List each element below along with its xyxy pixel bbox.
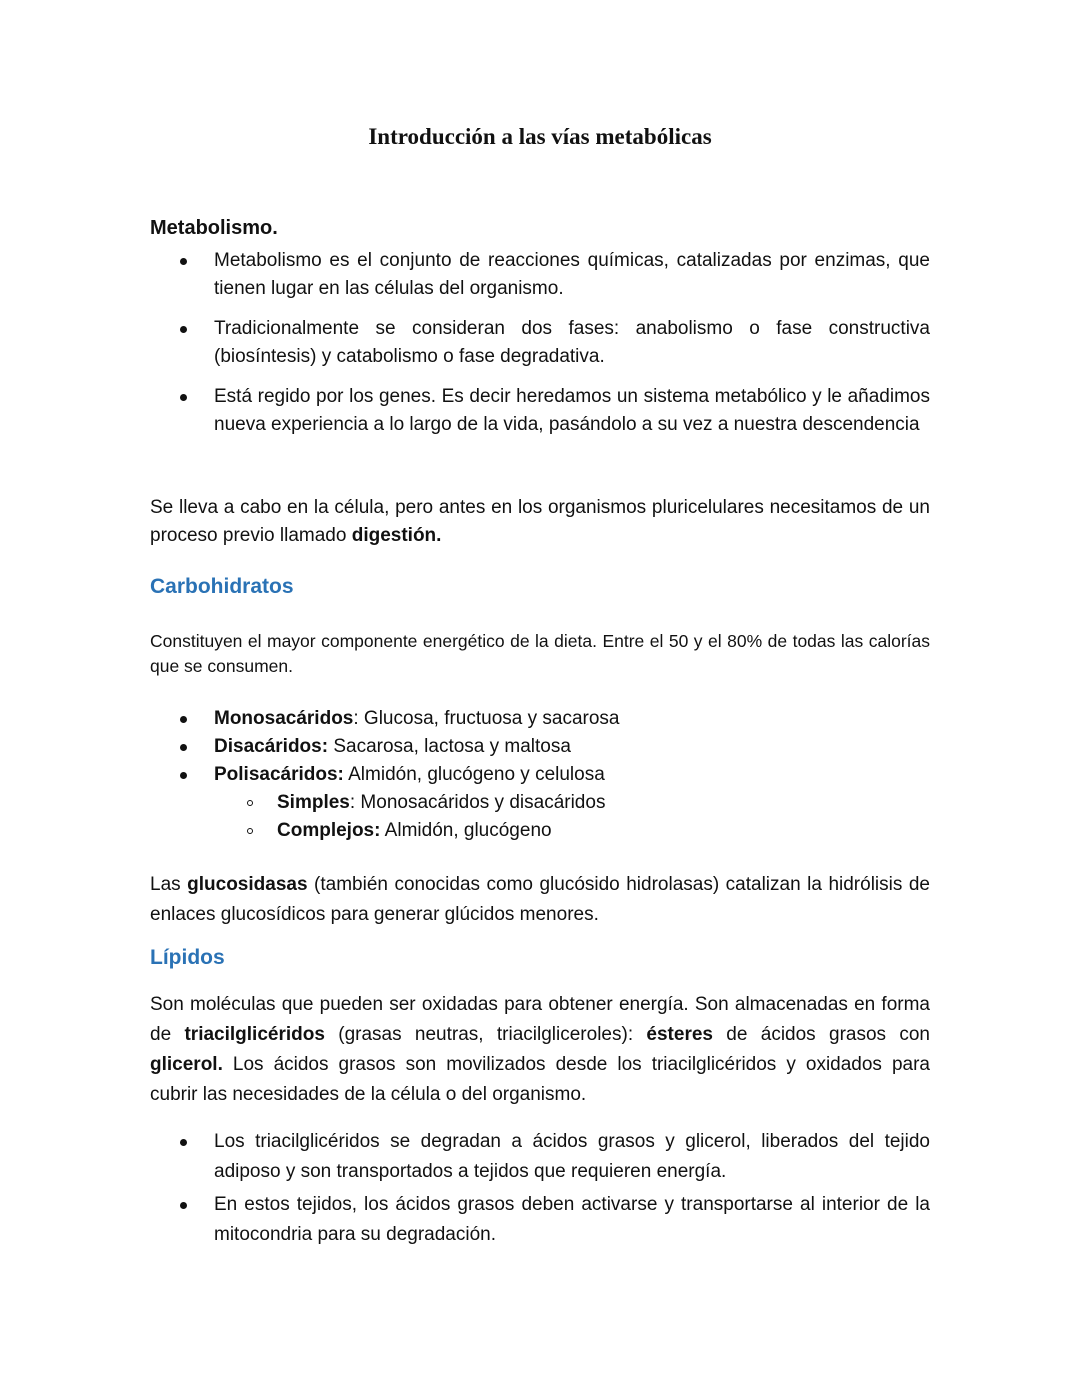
- list-item: Los triacilglicéridos se degradan a ácidos grasos y glicerol, liberados del tejido adiposo y son transportados a tejidos que requieren energía.: [150, 1127, 930, 1187]
- section-heading-metabolismo: Metabolismo.: [150, 217, 278, 239]
- bullet-icon: [180, 394, 187, 401]
- section-heading-lipidos: Lípidos: [150, 946, 225, 969]
- list-item: En estos tejidos, los ácidos grasos deben activarse y transportarse al interior de la mitocondria para su degradación.: [150, 1190, 930, 1250]
- carbohidratos-closing: Las glucosidasas (también conocidas como glucósido hidrolasas) catalizan la hidrólisis de enlaces glucosídicos para generar glúcidos menores.: [150, 874, 930, 925]
- circle-bullet-icon: [247, 828, 253, 834]
- metabolismo-paragraph: Se lleva a cabo en la célula, pero antes en los organismos pluricelulares necesitamos de un proceso previo llamado digestión.: [150, 497, 930, 546]
- carbohidratos-list: [150, 705, 930, 789]
- list-item: Está regido por los genes. Es decir heredamos un sistema metabólico y le añadimos nueva experiencia a lo largo de la vida, pasándolo a su vez a nuestra descendencia: [150, 383, 930, 439]
- lipidos-bullet-list: [150, 1127, 930, 1250]
- list-item: Monosacáridos: Glucosa, fructuosa y sacarosa: [150, 705, 930, 733]
- bullet-icon: [180, 744, 187, 751]
- list-item: Metabolismo es el conjunto de reacciones químicas, catalizadas por enzimas, que tienen lugar en las células del organismo.: [150, 247, 930, 303]
- list-item: Disacáridos: Sacarosa, lactosa y maltosa: [150, 733, 930, 761]
- list-item: Complejos: Almidón, glucógeno: [150, 817, 930, 845]
- bullet-icon: [180, 326, 187, 333]
- carbohidratos-intro: Constituyen el mayor componente energético de la dieta. Entre el 50 y el 80% de todas las calorías que se consumen.: [150, 631, 930, 676]
- bullet-icon: [180, 716, 187, 723]
- bullet-icon: [180, 772, 187, 779]
- carbohidratos-sublist: [150, 789, 930, 845]
- bullet-icon: [180, 258, 187, 265]
- list-item: Tradicionalmente se consideran dos fases: anabolismo o fase constructiva (biosíntesis) y catabolismo o fase degradativa.: [150, 315, 930, 371]
- page-title: Introducción a las vías metabólicas: [368, 124, 712, 149]
- metabolismo-bullet-list: [150, 247, 930, 439]
- list-item: Polisacáridos: Almidón, glucógeno y celulosa: [150, 761, 930, 789]
- section-heading-carbohidratos: Carbohidratos: [150, 575, 294, 598]
- list-item: Simples: Monosacáridos y disacáridos: [150, 789, 930, 817]
- bullet-icon: [180, 1139, 187, 1146]
- bullet-icon: [180, 1202, 187, 1209]
- lipidos-paragraph: Son moléculas que pueden ser oxidadas para obtener energía. Son almacenadas en forma de triacilglicéridos (grasas neutras, triacilgliceroles): ésteres de ácidos grasos con glicerol. Los ácidos grasos son movilizados desde los triacilglicéridos y oxidados para cubrir las necesidades de la célula o del organismo.: [150, 994, 930, 1105]
- circle-bullet-icon: [247, 800, 253, 806]
